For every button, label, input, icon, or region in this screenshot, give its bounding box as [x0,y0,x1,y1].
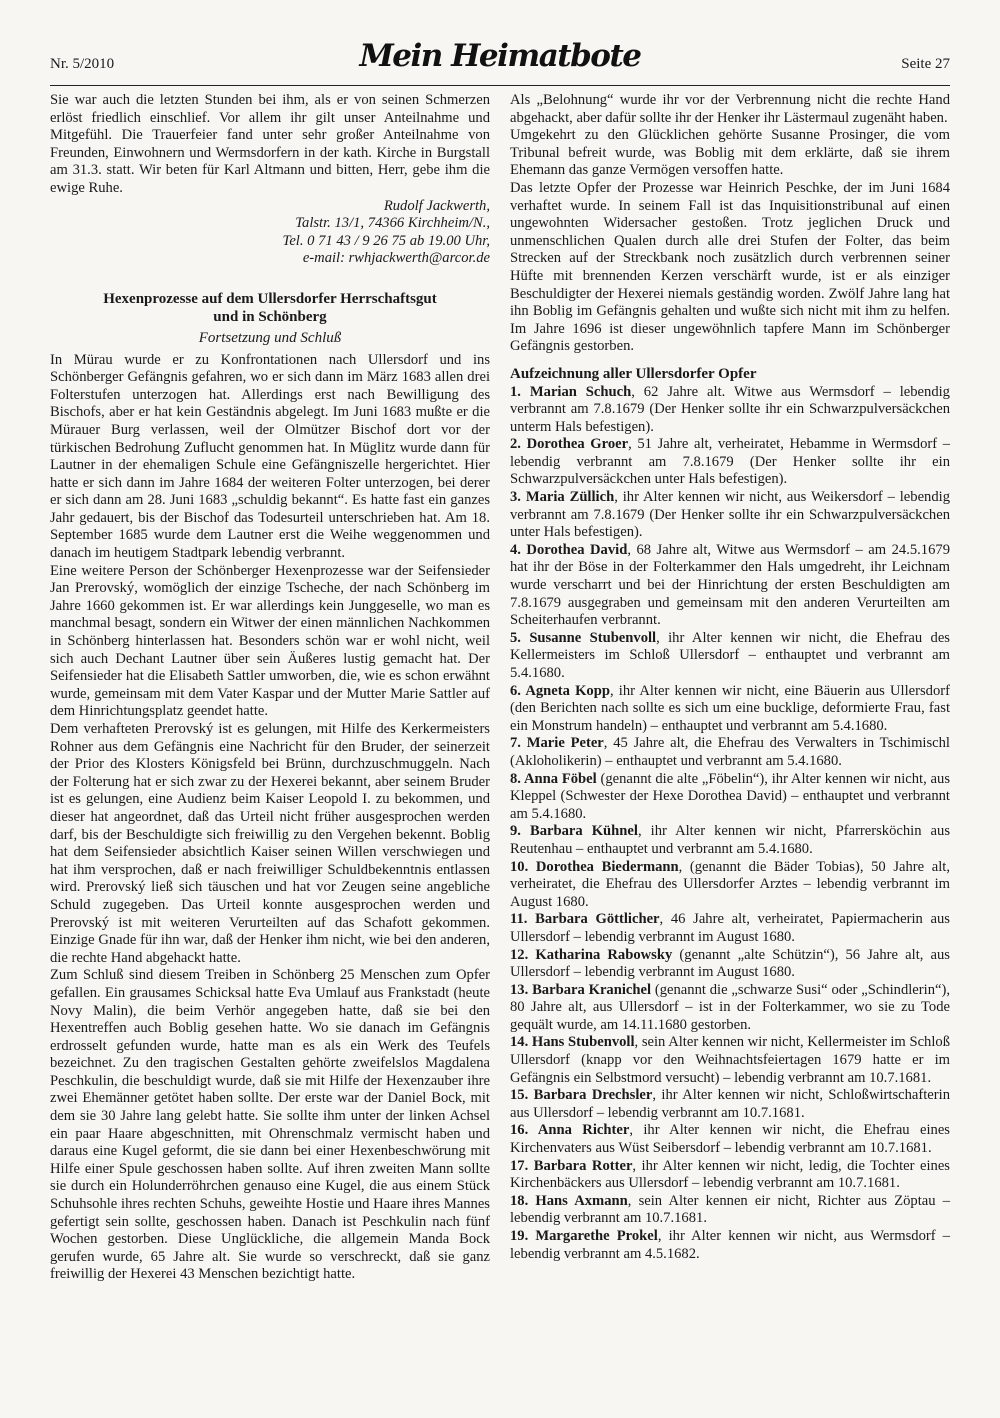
victim-details: , ihr Alter kennen wir nicht, Pfarrersköchin aus Reutenhau – enthauptet und verbrannt am 5.4.1680. [510,823,951,857]
victim-entry [510,384,950,437]
victim-entry [510,489,950,542]
victim-entry [510,1034,950,1087]
right-column [510,92,950,1263]
victim-details: , (genannt die Bäder Tobias), 50 Jahre alt, verheiratet, die Ehefrau des Ullersdorfer Arztes – lebendig verbrannt im August 1680. [510,858,950,910]
victim-details: , ihr Alter kennen wir nicht, Schloßwirtschafterin aus Ullersdorf – lebendig verbrannt am 10.7.1681. [510,1087,950,1121]
victim-name: 13. Barbara Kranichel [510,981,652,998]
victim-name: 11. Barbara Göttlicher [510,911,660,928]
victim-details: , ihr Alter kennen wir nicht, die Ehefrau des Kellermeisters im Schloß Ullersdorf – enthauptet und verbrannt am 5.4.1680. [510,629,950,681]
victim-name: 12. Katharina Rabowsky [510,946,673,963]
article-heading [50,290,490,326]
victim-entry [510,542,950,630]
article-paragraph: Zum Schluß sind diesem Treiben in Schönberg 25 Menschen zum Opfer gefallen. Ein grausames Schicksal hatte Eva Umlauf aus Frankstadt (heute Novy Malin), die beim Verhör angegeben hatte, daß sie bei den Hexentreffen auch Boblig gesehen hatte. Wo sie danach im Gefängnis erdrosselt gefunden wurde, hatte man es als ein Werk des Teufels bezeichnet. Zu den tragischen Gestalten gehörte zweifelslos Magdalena Peschkulin, die beschuldigt wurde, daß sie mit Hilfe der Hexenzauber ihre zwei Ehemänner getötet haben sollte. Der erste war der Daniel Bock, mit dem sie 30 Jahre lang gelebt hatte. Sie sollte ihm unter der linken Achsel ein paar Haare abgeschnitten, mit Ohrenschmalz vermischt haben und daraus eine Kugel geformt, die sie dann bei einer Hexenbeschwörung mit Hilfe einer Spule geschossen haben sollte. Auf ihren zweiten Mann sollte sie durch ein Holunderröhrchen genauso eine Kugel, die aus einem Stück Schuhsohle ihres rechten Schuhs, geweihte Hostie und Haare ihres Mannes gefertigt sein sollte, geschossen haben. Danach ist Peschkulin nach fünf Wochen gestorben. Diese Unglückliche, die allgemein Manda Bock gerufen wurde, 65 Jahre alt. Sie wurde so verschreckt, daß sie ganz freiwillig der Hexerei 43 Menschen bezichtigt hatte. [50,967,490,1283]
page-header [50,38,950,84]
victim-details: , 51 Jahre alt, verheiratet, Hebamme in Wermsdorf – lebendig verbrannt am 7.8.1679 (Der Henker sollte ihr ein Schwarzpulversäckchen unter Hals befestigen). [510,436,951,488]
victim-details: , 62 Jahre alt. Witwe aus Wermsdorf – lebendig verbrannt am 7.8.1679 (Der Henker sollte ihr ein Schwarzpulversäckchen unterm Hals befestigen). [510,383,950,435]
victim-name: 7. Marie Peter [510,735,604,752]
victim-name: 3. Maria Züllich [510,489,615,506]
victim-entry [510,1228,950,1263]
victim-name: 6. Agneta Kopp [510,682,610,699]
victim-entry [510,683,950,736]
left-column [50,92,490,1284]
signature-street: Talstr. 13/1, 74366 Kirchheim/N., [295,215,490,232]
victim-details: , ihr Alter kennen wir nicht, die Ehefrau eines Kirchenvaters aus Wüst Seibersdorf – lebendig verbrannt am 10.7.1681. [510,1122,950,1157]
victim-details: (genannt „alte Schützin“), 56 Jahre alt, aus Ullersdorf – lebendig verbrannt im August 1680. [510,946,950,981]
victim-name: 8. Anna Föbel [510,770,597,787]
victim-details: , ihr Alter kennen wir nicht, aus Weikersdorf – lebendig verbrannt am 7.8.1679 (Der Henker sollte ihr ein Schwarzpulversäckchen unter Hals befestigen). [510,489,950,541]
victim-details: (genannt die „schwarze Susi“ oder „Schindlerin“), 80 Jahre alt, aus Ullersdorf – ist in der Folterkammer, wo sie zu Tode gequält wurde, am 14.11.1680 gestorben. [510,981,950,1033]
victim-entry [510,1087,950,1122]
victim-details: , ihr Alter kennen wir nicht, ledig, die Tochter eines Kirchenbäckers aus Ullersdorf – lebendig verbrannt am 10.7.1681. [510,1157,950,1192]
victim-details: , sein Alter kennen eir nicht, Richter aus Zöptau – lebendig verbrannt am 10.7.1681. [510,1192,951,1227]
victim-name: 2. Dorothea Groer [510,436,629,453]
article-paragraph: Dem verhafteten Prerovský ist es gelungen, mit Hilfe des Kerkermeisters Rohner aus dem Gefängnis eine Nachricht für den Bruder, der seinerzeit der Prior des Klosters Königsfeld bei Brünn, durchzuschmuggeln. Nach der Folterung hat er sich zwar zu der Hexerei bekannt, aber seinem Bruder ist es gelungen, eine Audienz beim Kaiser Leopold I. zu bekommen, und dieser hat angeordnet, daß das Urteil nicht früher ausgesprochen werden darf, bis der Beschuldigte sich freiwillig zu den Vergehen bekennt. Boblig hat dem Seifensieder absichtlich Kaiser seinen Willen verschwiegen und hat ihm versprochen, daß er nach freiwilliger Schuldbekenntnis entlassen wird. Prerovský ließ sich täuschen und hat vor Zeugen seine angebliche Schuld zugegeben. Das Urteil konnte ausgesprochen werden und Prerovský ist mit weiteren Verurteilten auf das Schafott gekommen. Einzige Gnade für ihn war, daß der Henker ihm nicht, wie bei den anderen, die rechte Hand abgehackt hatte. [50,721,490,966]
victim-name: 17. Barbara Rotter [510,1157,633,1174]
victim-name: 10. Dorothea Biedermann [510,858,679,875]
signature-name: Rudolf Jackwerth, [383,197,490,214]
victim-name: 1. Marian Schuch [510,383,632,400]
header-divider [50,85,950,86]
masthead-logo: Mein Heimatbote [359,38,641,74]
victim-entry [510,735,950,770]
issue-number: Nr. 5/2010 [50,56,115,72]
article-heading-line: und in Schönberg [213,308,327,325]
victim-entry [510,436,950,489]
intro-paragraph: Sie war auch die letzten Stunden bei ihm, als er von seinen Schmerzen erlöst friedlich einschlief. Vor allem ihr gilt unser Anteilnahme und Mitgefühl. Die Trauerfeier fand unter sehr großer Anteilnahme von Freunden, Einwohnern und Wermsdorfern in der kath. Kirche in Burgstall am 31.3. statt. Wir beten für Karl Altmann und bitten, Herr, gebe ihm die ewige Ruhe. [50,92,490,196]
victim-entry [510,1122,950,1157]
victim-name: 4. Dorothea David [510,541,628,558]
victim-entry [510,947,950,982]
victim-entry [510,823,950,858]
victim-entry [510,771,950,824]
victim-name: 9. Barbara Kühnel [510,823,638,840]
signature-tel: Tel. 0 71 43 / 9 26 75 ab 19.00 Uhr, [282,232,490,249]
article-subheading: Fortsetzung und Schluß [198,329,342,346]
victim-name: 15. Barbara Drechsler [510,1087,653,1104]
victim-entry [510,630,950,683]
article-paragraph: Eine weitere Person der Schönberger Hexenprozesse war der Seifensieder Jan Prerovský, womöglich der einzige Tscheche, der nach Schönberg im Jahre 1660 gekommen ist. Er war allerdings kein Junggeselle, wo man es manchmal besagt, sondern ein Witwer der einen männlichen Nachkommen in Schönberg hinterlassen hat. Besonders schön war er wohl nicht, weil sich auch Dechant Lautner über sein Äußeres lustig gemacht hat. Der Seifensieder hat die Elisabeth Sattler umworben, die, wie es schon erwähnt wurde, gemeinsam mit dem Vater Kaspar und der Mutter Marie Sattler auf dem Hinrichtungsplatz geendet hatte. [50,562,490,720]
article-paragraph: Als „Belohnung“ wurde ihr vor der Verbrennung nicht die rechte Hand abgehackt, aber dafür sollte ihr der Henker ihr Lästermaul zugenäht haben. [510,92,950,126]
victim-name: 5. Susanne Stubenvoll [510,629,657,646]
article-heading-line: Hexenprozesse auf dem Ullersdorfer Herrschaftsgut [103,290,437,307]
page-number: Seite 27 [901,56,950,72]
victim-entry [510,1158,950,1193]
victim-details: , ihr Alter kennen wir nicht, eine Bäuerin aus Ullersdorf (den Berichten nach sollte es sich um eine bucklige, deformierte Frau, fast ein Monstrum handeln) – enthauptet und verbrannt am 5.4.1680. [510,682,950,734]
article-paragraph: Umgekehrt zu den Glücklichen gehörte Susanne Prosinger, die vom Tribunal befreit wurde, was Boblig mit dem erklärte, daß sie ihrem Ehemann das ganze Vermögen versoffen hatte. [510,127,950,179]
victim-details: , 68 Jahre alt, Witwe aus Wermsdorf – am 24.5.1679 hat ihr der Böse in der Folterkammer den Hals umgedreht, ihr Leichnam wurde verscharrt und bei der Hinrichtung der ersten Beschuldigten am 7.8.1679 ausgegraben und gemeinsam mit den anderen Verurteilten am Scheiterhaufen verbrannt. [510,541,950,629]
victim-entry [510,982,950,1035]
victim-name: 18. Hans Axmann [510,1192,628,1209]
article-paragraph: In Mürau wurde er zu Konfrontationen nach Ullersdorf und ins Schönberger Gefängnis gefahren, wo er sich dann im März 1683 allen drei Folterstufen unterzogen hat. Allerdings erst nach Bewilligung des Bischofs, aber er hat kein Geständnis abgelegt. Im Juni 1683 mußte er die Mürauer Burg verlassen, weil der Olmützer Bischof dort vor der türkischen Bedrohung Zuflucht genommen hat. In Müglitz wurde dann für Lautner in der ehemaligen Schule eine Gefängniszelle hergerichtet. Hier hatte er sich dann im Jahre 1684 der weiteren Folter unterzogen, bei derer er sich dann am 28. Juni 1683 „schuldig bekannt“. Es hatte fast ein ganzes Jahr gedauert, bis der Bischof das Todesurteil unterschrieben hat. Am 18. September 1685 wurde dem Lautner erst die Weihe weggenommen und danach im heutigem Stadtpark lebendig verbrannt. [50,351,490,562]
victim-entry [510,911,950,946]
victim-name: 19. Margarethe Prokel [510,1228,658,1244]
victim-name: 14. Hans Stubenvoll [510,1034,635,1051]
article-paragraph: Das letzte Opfer der Prozesse war Heinrich Peschke, der im Juni 1684 verhaftet wurde. In seinem Fall ist das Inquisitionstribunal auf einen ungewohnten Widersacher gestoßen. Trotz jeglichen Druck und unmenschlichen Qualen durch alle drei Stufen der Folter, das beim Strecken auf der Streckbank noch zusätzlich durch verbrennen seiner Hüfte mit brennenden Kerzen verschärft wurde, ist er als einziger Beschuldigter der Hexerei niemals geständig worden. Zwölf Jahre lang hat ihn Boblig im Gefängnis gehalten und wußte sich nicht mit ihm zu helfen. Im Jahre 1696 ist dieser ungewöhnlich tapfere Mann im Schönberger Gefängnis gestorben. [510,179,950,355]
victim-entry [510,859,950,912]
victim-details: , 45 Jahre alt, die Ehefrau des Verwalters in Tschimischl (Akloholikerin) – enthauptet und verbrannt am 5.4.1680. [510,735,950,769]
victims-section-title: Aufzeichnung aller Ullersdorfer Opfer [510,365,757,382]
victim-name: 16. Anna Richter [510,1122,630,1139]
signature-email: e-mail: rwhjackwerth@arcor.de [302,250,490,267]
victim-details: (genannt die alte „Föbelin“), ihr Alter kennen wir nicht, aus Kleppel (Schwester der Hexe Dorothea David) – enthauptet und verbrannt am 5.4.1680. [510,770,950,822]
victim-details: , 46 Jahre alt, verheiratet, Papiermacherin aus Ullersdorf – lebendig verbrannt im August 1680. [510,911,950,945]
victim-details: , sein Alter kennen wir nicht, Kellermeister im Schloß Ullersdorf (knapp vor den Weihnachtsfeiertagen 1679 hatte er im Gefängnis ein Selbstmord versucht) – lebendig verbrannt am 10.7.1681. [510,1034,950,1086]
victim-entry [510,1193,950,1228]
victim-details: , ihr Alter kennen wir nicht, aus Wermsdorf – lebendig verbrannt am 4.5.1682. [510,1228,950,1262]
